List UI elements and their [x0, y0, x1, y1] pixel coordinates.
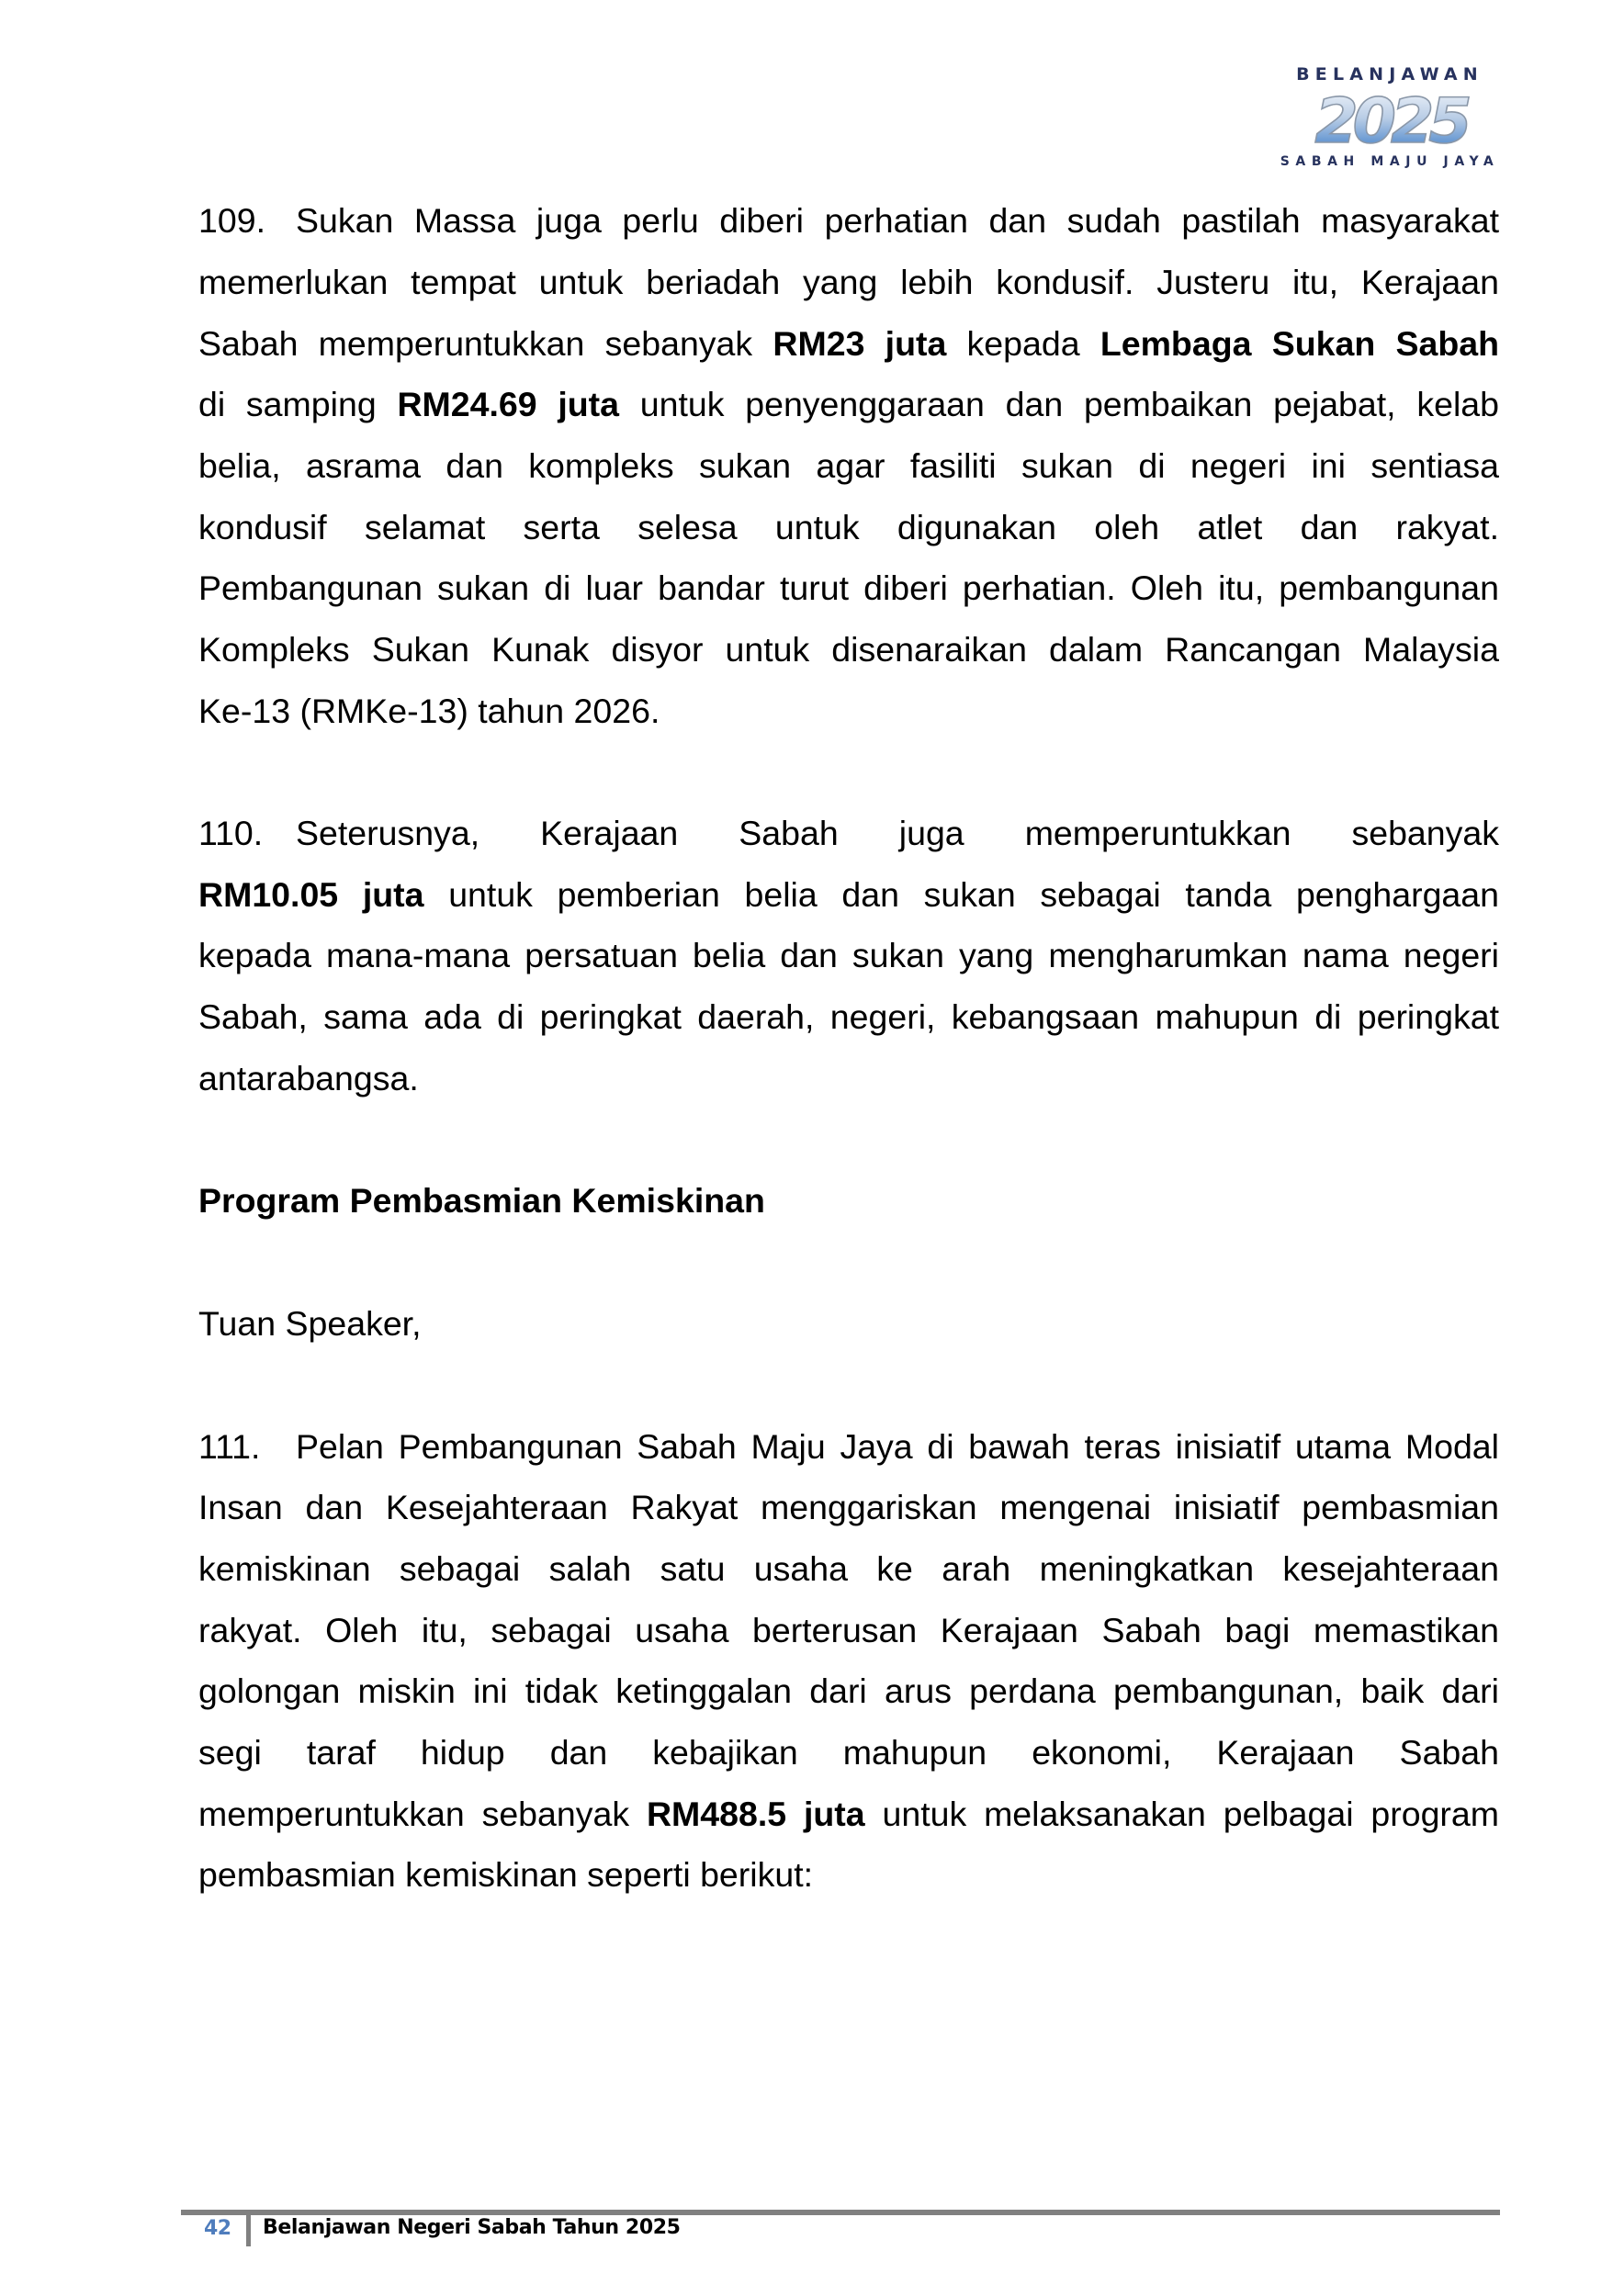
text-line: [198, 1854, 1499, 1895]
paragraph-number: 109.: [198, 201, 265, 240]
page-number: 42: [204, 2217, 231, 2240]
text-line: [198, 1487, 1499, 1527]
logo-year-graphic: [1280, 92, 1501, 149]
logo-top-text: BELANJAWAN: [1296, 64, 1483, 84]
text-run: kemiskinan sebagai salah satu usaha ke arah meningkatkan kesejahteraan: [198, 1549, 1499, 1588]
text-run: rakyat. Oleh itu, sebagai usaha berterusan Kerajaan Sabah bagi memastikan: [198, 1611, 1499, 1649]
text-run: untuk pemberian belia dan sukan sebagai tanda penghargaan: [423, 875, 1499, 914]
text-line: [198, 507, 1499, 547]
text-run: untuk penyenggaraan dan pembaikan pejabat, kelab: [619, 385, 1499, 423]
text-run: pembasmian kemiskinan seperti berikut:: [198, 1855, 814, 1894]
salutation: Tuan Speaker,: [198, 1304, 422, 1343]
footer-title: Belanjawan Negeri Sabah Tahun 2025: [263, 2216, 681, 2239]
text-run: Sabah memperuntukkan sebanyak: [198, 324, 773, 363]
text-run: memerlukan tempat untuk beriadah yang lebih kondusif. Justeru itu, Kerajaan: [198, 263, 1499, 301]
text-line: [198, 1794, 1499, 1834]
logo-bottom-text: SABAH MAJU JAYA: [1280, 154, 1500, 169]
footer-divider: [246, 2212, 251, 2246]
text-run: Kompleks Sukan Kunak disyor untuk disenaraikan dalam Rancangan Malaysia: [198, 630, 1499, 669]
text-run: Pelan Pembangunan Sabah Maju Jaya di bawah teras inisiatif utama Modal: [296, 1427, 1499, 1466]
bold-amount: RM488.5 juta: [646, 1795, 865, 1833]
text-line: [198, 996, 1499, 1037]
text-line: [198, 1732, 1499, 1773]
footer-rule: [181, 2210, 1500, 2215]
budget-2025-logo: [1260, 59, 1519, 174]
text-run: kepada mana-mana persatuan belia dan sukan yang mengharumkan nama negeri: [198, 936, 1499, 974]
text-line: [198, 200, 1499, 241]
text-line: [198, 1058, 1499, 1098]
text-run: Seterusnya, Kerajaan Sabah juga memperuntukkan sebanyak: [296, 814, 1499, 852]
text-run: Sabah, sama ada di peringkat daerah, negeri, kebangsaan mahupun di peringkat: [198, 997, 1499, 1036]
text-line: [198, 1610, 1499, 1650]
text-line: [198, 1426, 1499, 1467]
text-line: [198, 445, 1499, 486]
text-run: untuk melaksanakan pelbagai program: [864, 1795, 1500, 1833]
text-run: golongan miskin ini tidak ketinggalan dari arus perdana pembangunan, baik dari: [198, 1671, 1499, 1710]
text-run: kondusif selamat serta selesa untuk digunakan oleh atlet dan rakyat.: [198, 508, 1499, 546]
text-line: [198, 1548, 1499, 1589]
text-line: [198, 874, 1499, 915]
bold-amount: RM24.69 juta: [397, 385, 620, 423]
text-run: antarabangsa.: [198, 1059, 419, 1097]
text-run: segi taraf hidup dan kebajikan mahupun ekonomi, Kerajaan Sabah: [198, 1733, 1499, 1772]
text-line: [198, 568, 1499, 608]
bold-amount: RM10.05 juta: [198, 875, 424, 914]
text-line: [198, 323, 1499, 364]
text-line: [198, 384, 1499, 424]
paragraph-number: 111.: [198, 1427, 261, 1466]
text-run: Insan dan Kesejahteraan Rakyat menggariskan mengenai inisiatif pembasmian: [198, 1488, 1499, 1526]
text-line: [198, 262, 1499, 302]
text-run: Sukan Massa juga perlu diberi perhatian dan sudah pastilah masyarakat: [296, 201, 1499, 240]
text-run: memperuntukkan sebanyak: [198, 1795, 647, 1833]
text-line: [198, 691, 1499, 731]
text-line: [198, 813, 1499, 853]
bold-amount: RM23 juta: [773, 324, 947, 363]
bold-organization: Lembaga Sukan Sabah: [1100, 324, 1499, 363]
text-line: [198, 629, 1499, 670]
section-heading: Program Pembasmian Kemiskinan: [198, 1181, 765, 1220]
text-run: belia, asrama dan kompleks sukan agar fasiliti sukan di negeri ini sentiasa: [198, 446, 1499, 485]
paragraph-number: 110.: [198, 814, 264, 852]
svg-text:2025: 2025: [1314, 92, 1467, 149]
text-run: Ke-13 (RMKe-13) tahun 2026.: [198, 692, 660, 730]
text-run: kepada: [946, 324, 1100, 363]
text-line: [198, 935, 1499, 975]
text-run: di samping: [198, 385, 398, 423]
text-line: [198, 1671, 1499, 1711]
text-run: Pembangunan sukan di luar bandar turut diberi perhatian. Oleh itu, pembangunan: [198, 568, 1499, 607]
